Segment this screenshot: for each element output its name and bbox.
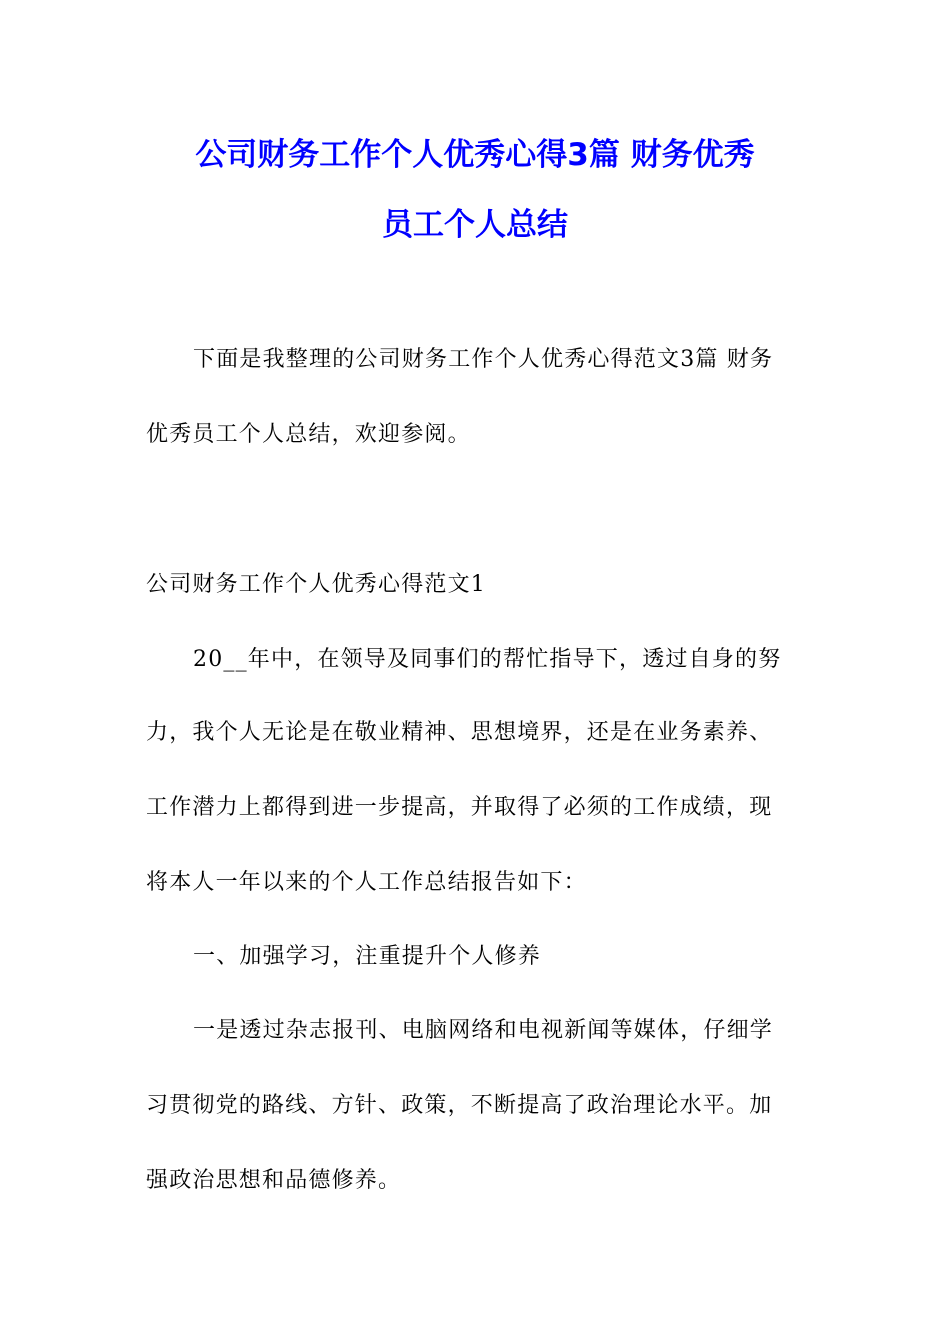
paragraph-1-line-4: 将本人一年以来的个人工作总结报告如下： — [146, 870, 587, 895]
paragraph-1-line-2: 力，我个人无论是在敬业精神、思想境界，还是在业务素养、 — [146, 720, 773, 745]
paragraph-2-line-2: 习贯彻党的路线、方针、政策，不断提高了政治理论水平。加 — [146, 1093, 773, 1118]
section-heading: 公司财务工作个人优秀心得范文1 — [146, 572, 486, 597]
paragraph-1-line-3: 工作潜力上都得到进一步提高，并取得了必须的工作成绩，现 — [146, 795, 773, 820]
intro-line-2: 优秀员工个人总结，欢迎参阅。 — [146, 422, 471, 447]
intro-line-1: 下面是我整理的公司财务工作个人优秀心得范文3篇 财务 — [193, 347, 774, 372]
paragraph-1-line-1: 20__年中，在领导及同事们的帮忙指导下，透过自身的努 — [193, 647, 782, 672]
subheading-1: 一、加强学习，注重提升个人修养 — [193, 944, 542, 969]
paragraph-2-line-3: 强政治思想和品德修养。 — [146, 1168, 402, 1193]
paragraph-2-line-1: 一是透过杂志报刊、电脑网络和电视新闻等媒体，仔细学 — [193, 1018, 774, 1043]
document-title-line-1: 公司财务工作个人优秀心得3篇 财务优秀 — [195, 137, 755, 173]
document-title-line-2: 员工个人总结 — [382, 207, 568, 243]
